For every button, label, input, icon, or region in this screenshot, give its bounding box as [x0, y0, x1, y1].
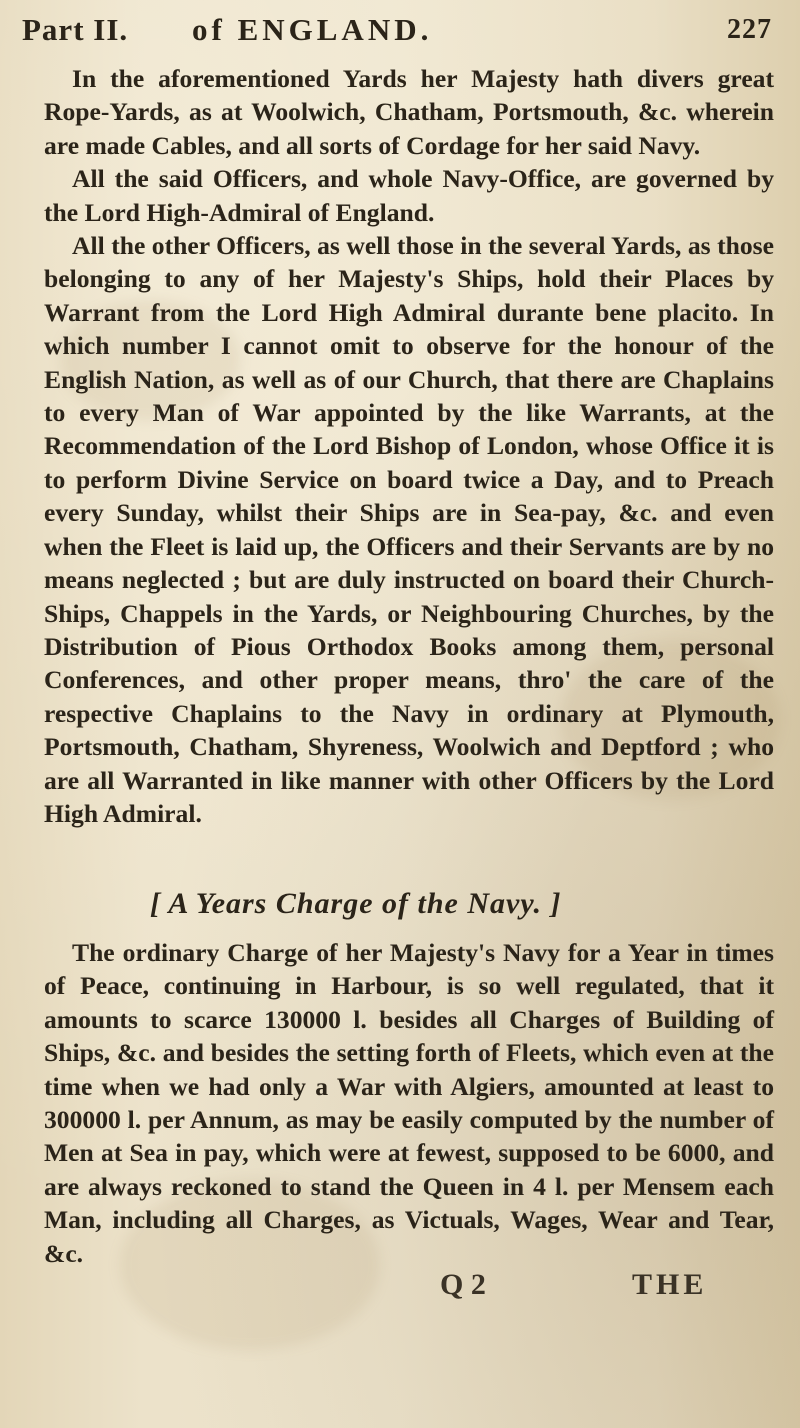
main-text	[44, 62, 774, 830]
running-header	[22, 12, 782, 52]
header-part: Part II.	[22, 12, 129, 47]
page-number: 227	[727, 14, 772, 45]
paragraph: All the other Officers, as well those in the several Yards, as those belonging to any of her Majesty's Ships, hold their Places by Warrant from the Lord High Admiral durante bene placito. In which number I cannot omit to observe for the honour of the English Nation, as well as of our Church, that there are Chaplains to every Man of War appointed by the like Warrants, at the Recommendation of the Lord Bishop of London, whose Office it is to perform Divine Service on board twice a Day, and to Preach every Sunday, whilst their Ships are in Sea-pay, &c. and even when the Fleet is laid up, the Officers and their Servants are by no means neglected ; but are duly instructed on board their Church-Ships, Chappels in the Yards, or Neighbouring Churches, by the Distribution of Pious Orthodox Books among them, personal Conferences, and other proper means, thro' the care of the respective Chaplains to the Navy in ordinary at Plymouth, Portsmouth, Chatham, Shyreness, Woolwich and Deptford ; who are all Warranted in like manner with other Officers by the Lord High Admiral.	[44, 231, 774, 828]
paragraph: The ordinary Charge of her Majesty's Navy for a Year in times of Peace, continuing in Harbour, is so well regulated, that it amounts to scarce 130000 l. besides all Charges of Building of Ships, &c. and besides the setting forth of Fleets, which even at the time when we had only a War with Algiers, amounted at least to 300000 l. per Annum, as may be easily computed by the number of Men at Sea in pay, which were at fewest, supposed to be 6000, and are always reckoned to stand the Queen in 4 l. per Mensem each Man, including all Charges, as Victuals, Wages, Wear and Tear, &c.	[44, 938, 774, 1268]
catchword: THE	[632, 1268, 708, 1301]
section-heading: [ A Years Charge of the Navy. ]	[150, 887, 562, 920]
main-text-2	[44, 936, 774, 1270]
header-title: of ENGLAND.	[192, 12, 433, 47]
paragraph: All the said Officers, and whole Navy-Office, are governed by the Lord High-Admiral of England.	[44, 164, 774, 227]
paragraph: In the aforementioned Yards her Majesty hath divers great Rope-Yards, as at Woolwich, Chatham, Portsmouth, &c. wherein are made Cables, and all sorts of Cordage for her said Navy.	[44, 64, 774, 160]
signature-mark: Q 2	[440, 1268, 486, 1301]
